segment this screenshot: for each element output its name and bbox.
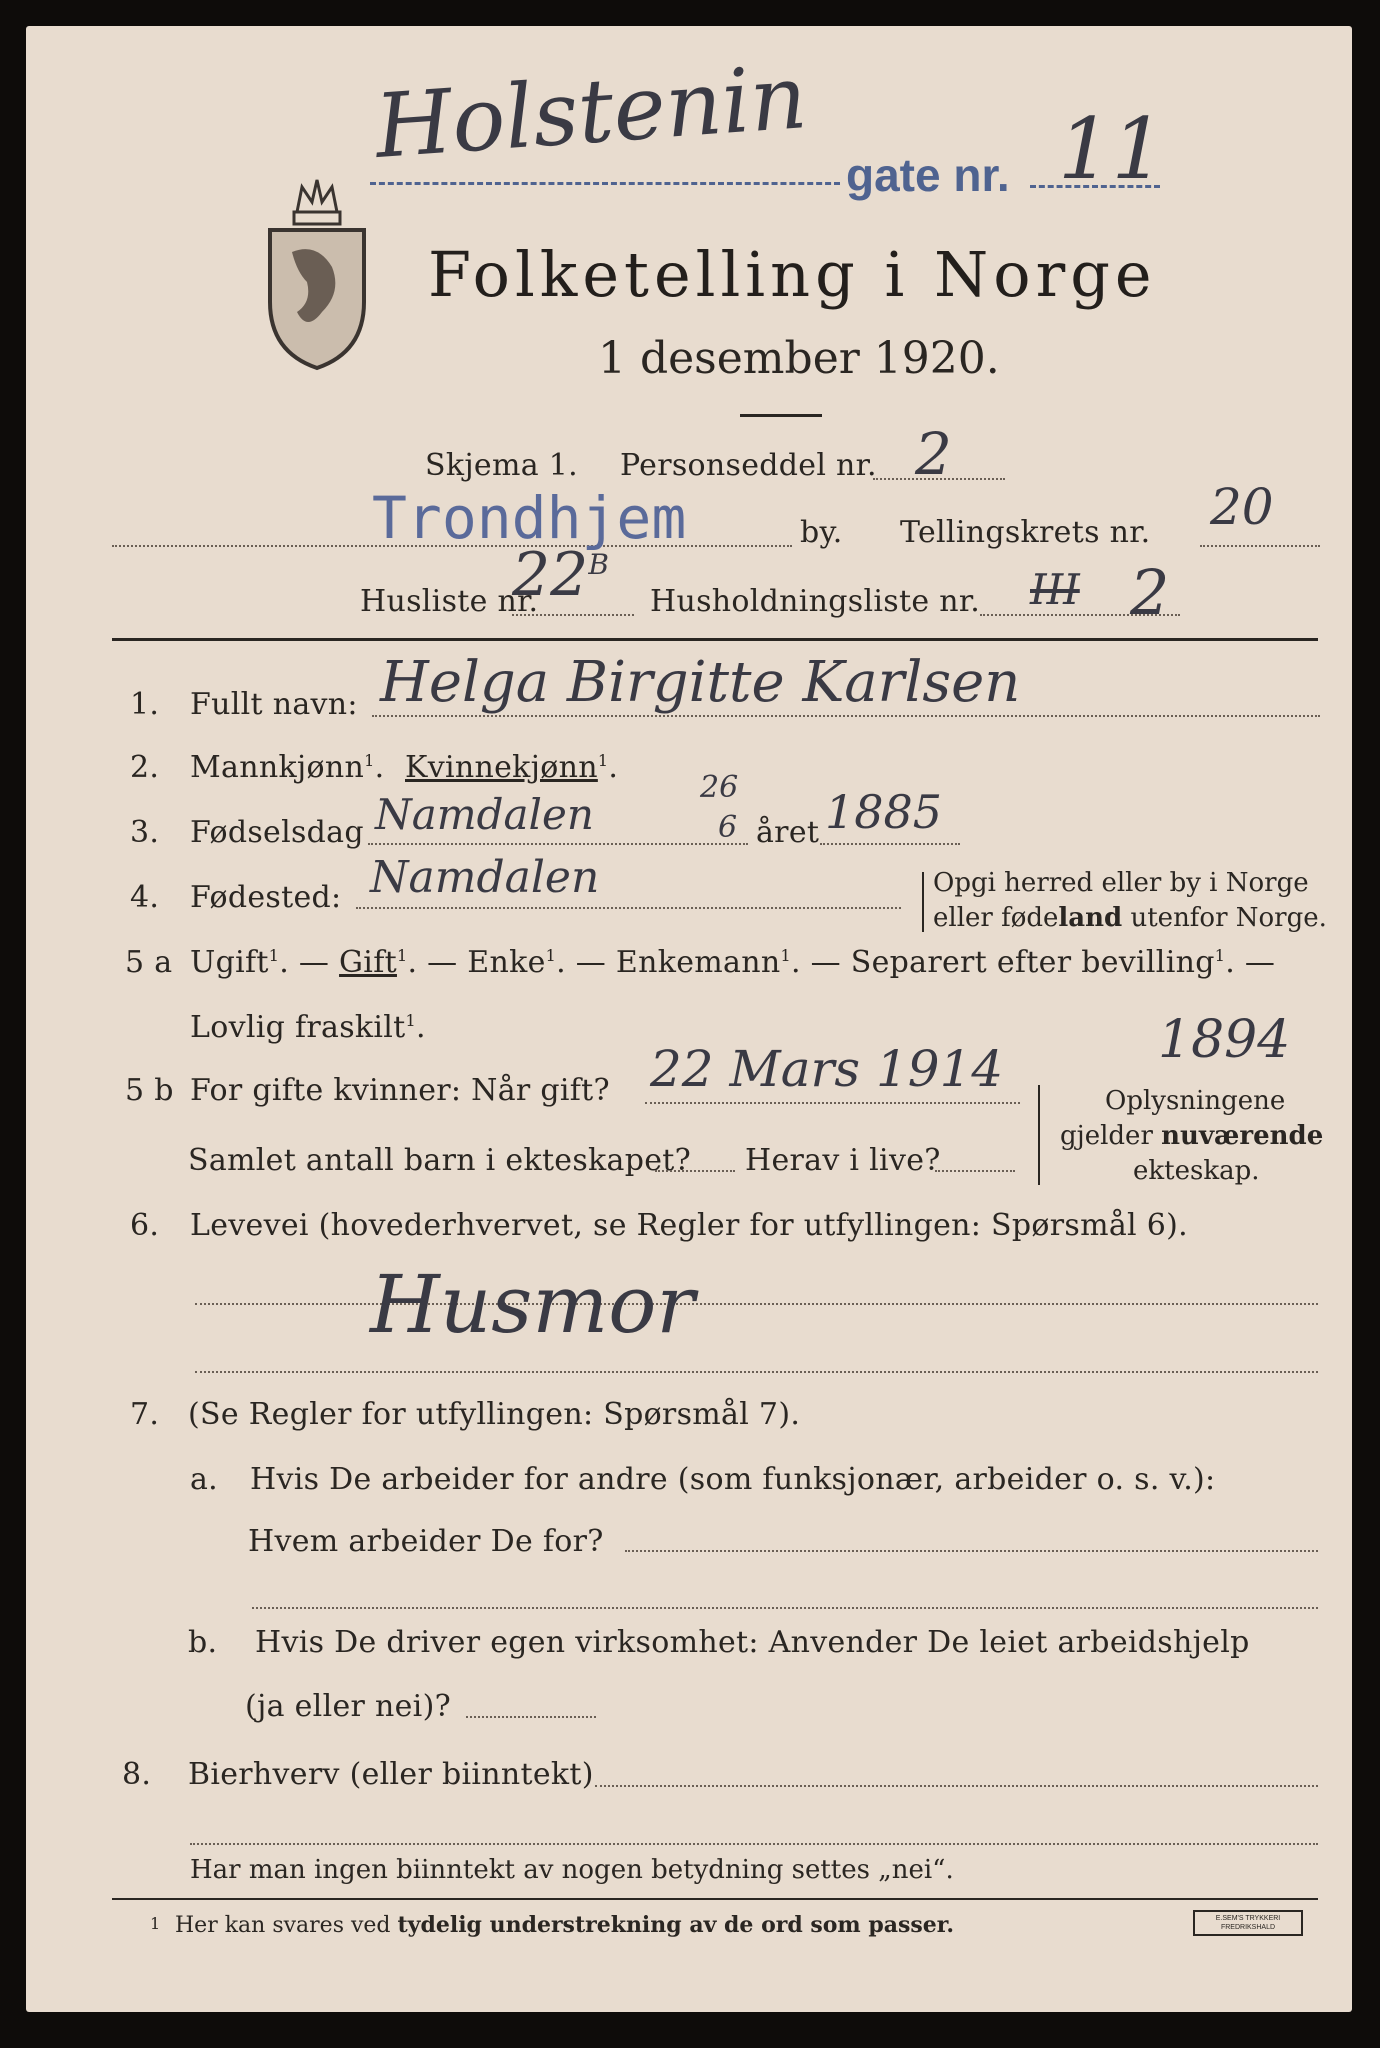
q2-mann-option: Mannkjønn$^1$. bbox=[190, 750, 385, 785]
personseddel-label: Personseddel nr. bbox=[620, 448, 877, 483]
gate-number: 11 bbox=[1058, 100, 1165, 198]
q4-value: Namdalen bbox=[370, 852, 600, 903]
q7a-label2: Hvem arbeider De for? bbox=[248, 1524, 604, 1559]
footnote-divider bbox=[112, 1898, 1318, 1900]
q4-label: Fødested: bbox=[190, 880, 342, 915]
q3-label: Fødselsdag bbox=[190, 815, 364, 850]
printer-name: E.SEM'S TRYKKERI bbox=[1215, 1915, 1281, 1922]
q3-year-value: 1885 bbox=[825, 785, 943, 839]
tellingskrets-value: 20 bbox=[1210, 478, 1274, 536]
q4-note-line2: eller fødeland utenfor Norge. bbox=[933, 903, 1327, 933]
q6-label: Levevei (hovederhvervet, se Regler for utfyllingen: Spørsmål 6). bbox=[190, 1208, 1188, 1243]
biinntekt-note: Har man ingen biinntekt av nogen betydning settes „nei“. bbox=[190, 1855, 954, 1885]
q5b-samlet-label: Samlet antall barn i ekteskapet? bbox=[188, 1143, 692, 1178]
q5b-number: 5 b bbox=[125, 1073, 174, 1108]
q8-label: Bierhverv (eller biinntekt) bbox=[188, 1757, 594, 1792]
q7-number: 7. bbox=[130, 1397, 160, 1432]
skjema-label: Skjema 1. bbox=[425, 448, 578, 483]
address-line bbox=[370, 182, 840, 185]
census-date: 1 desember 1920. bbox=[598, 333, 1000, 384]
header-divider bbox=[112, 638, 1318, 641]
gate-number-line bbox=[1030, 185, 1160, 188]
q3-month-value: 6 bbox=[718, 810, 738, 845]
printer-mark bbox=[1193, 1910, 1303, 1936]
footnote-mark: 1 bbox=[150, 1914, 161, 1933]
q5b-samlet-line bbox=[655, 1170, 735, 1172]
q1-value: Helga Birgitte Karlsen bbox=[380, 650, 1021, 715]
q7b-label: Hvis De driver egen virksomhet: Anvender De leiet arbeidshjelp bbox=[255, 1625, 1250, 1660]
q6-value: Husmor bbox=[370, 1258, 695, 1351]
q8-line2 bbox=[190, 1843, 1318, 1845]
q4-number: 4. bbox=[130, 880, 160, 915]
q3-year-line bbox=[820, 843, 960, 845]
husliste-value: $22^B$ bbox=[512, 540, 609, 610]
q4-line bbox=[356, 907, 901, 909]
q6-line2 bbox=[195, 1371, 1318, 1373]
q6-number: 6. bbox=[130, 1208, 160, 1243]
q7a-line1 bbox=[625, 1550, 1318, 1552]
husliste-line bbox=[512, 614, 634, 616]
q6-line1 bbox=[195, 1303, 1318, 1305]
q7-label: (Se Regler for utfyllingen: Spørsmål 7). bbox=[188, 1397, 801, 1432]
address-handwritten: Holstenin bbox=[371, 45, 811, 178]
q3-day-line bbox=[368, 843, 748, 845]
gate-stamp: gate nr. bbox=[846, 149, 1010, 201]
q5b-brace bbox=[1038, 1085, 1040, 1185]
tellingskrets-label: Tellingskrets nr. bbox=[900, 515, 1151, 550]
q5b-line bbox=[645, 1102, 1020, 1104]
husholdningsliste-struck: III bbox=[1030, 565, 1080, 614]
q5b-note-line1: Oplysningene bbox=[1105, 1086, 1286, 1116]
q3-place-value: Namdalen bbox=[375, 790, 594, 839]
q3-day-value: 26 bbox=[700, 770, 739, 805]
title-divider bbox=[740, 414, 822, 417]
q7b-line bbox=[466, 1716, 596, 1718]
husliste-label: Husliste nr. bbox=[360, 584, 539, 619]
q5b-margin-note: 1894 bbox=[1158, 1010, 1291, 1070]
q8-line1 bbox=[595, 1785, 1318, 1787]
q2-number: 2. bbox=[130, 750, 160, 785]
by-label: by. bbox=[800, 515, 843, 550]
footnote-text: Her kan svares ved tydelig understrekning av de ord som passer. bbox=[175, 1912, 955, 1938]
husholdningsliste-value: 2 bbox=[1130, 556, 1170, 629]
personseddel-value: 2 bbox=[915, 420, 952, 488]
printer-city: FREDRIKSHALD bbox=[1220, 1924, 1276, 1931]
q3-number: 3. bbox=[130, 815, 160, 850]
q7a-line2 bbox=[252, 1607, 1318, 1609]
husholdningsliste-label: Husholdningsliste nr. bbox=[650, 584, 981, 619]
q5a-number: 5 a bbox=[125, 945, 173, 980]
city-stamp: Trondhjem bbox=[372, 484, 687, 552]
q5b-label: For gifte kvinner: Når gift? bbox=[190, 1073, 610, 1108]
q5a-options: Ugift$^1$. — Gift$^1$. — Enke$^1$. — Enkemann$^1$. — Separert efter bevilling$^1$. — bbox=[190, 945, 1276, 980]
q5b-note-line3: ekteskap. bbox=[1133, 1156, 1260, 1186]
page-title: Folketelling i Norge bbox=[428, 238, 1157, 311]
q5b-herav-label: Herav i live? bbox=[745, 1143, 941, 1178]
q1-number: 1. bbox=[130, 687, 160, 722]
q4-note-line1: Opgi herred eller by i Norge bbox=[933, 868, 1309, 898]
q4-brace bbox=[922, 872, 924, 932]
coat-of-arms-logo bbox=[262, 172, 372, 372]
q5b-herav-line bbox=[935, 1170, 1015, 1172]
q2-kvinne-option: Kvinnekjønn$^1$. bbox=[405, 750, 619, 785]
q1-line bbox=[372, 715, 1320, 717]
tellingskrets-line bbox=[1200, 545, 1320, 547]
q5b-value: 22 Mars 1914 bbox=[650, 1040, 1004, 1098]
q5b-note-line2: gjelder nuværende bbox=[1060, 1121, 1324, 1151]
q5a-lovlig: Lovlig fraskilt$^1$. bbox=[190, 1010, 426, 1045]
q3-aaret-label: året bbox=[756, 815, 820, 850]
q1-label: Fullt navn: bbox=[190, 687, 358, 722]
q7b-label2: (ja eller nei)? bbox=[245, 1689, 451, 1724]
q7a-letter: a. bbox=[190, 1462, 219, 1497]
q7a-label: Hvis De arbeider for andre (som funksjonær, arbeider o. s. v.): bbox=[250, 1462, 1216, 1497]
q7b-letter: b. bbox=[188, 1625, 218, 1660]
q8-number: 8. bbox=[122, 1757, 152, 1792]
